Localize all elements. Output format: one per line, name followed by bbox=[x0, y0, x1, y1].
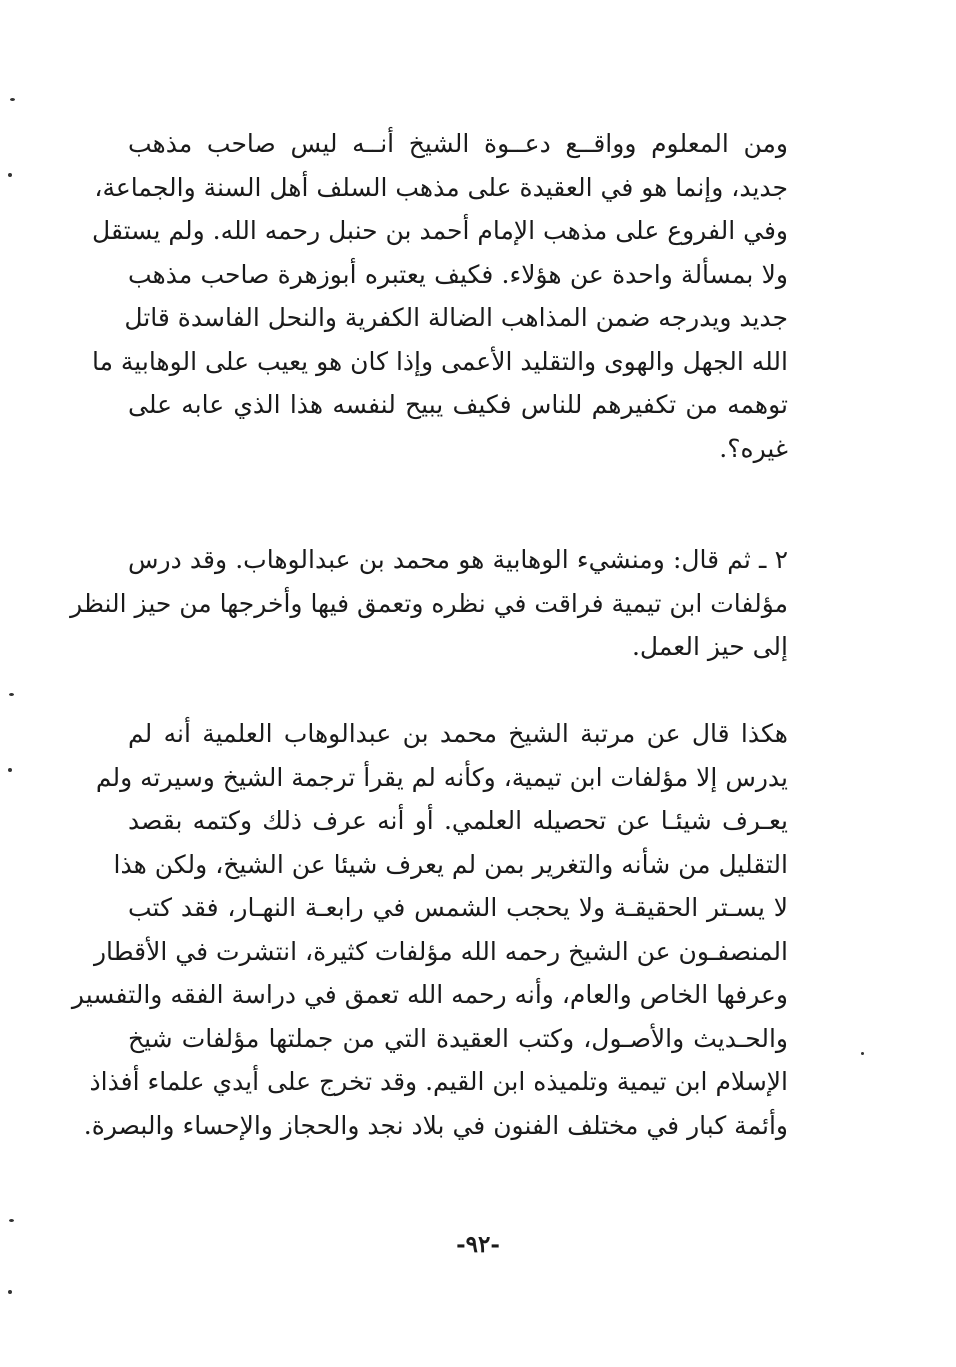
text-line: وعرفها الخاص والعام، وأنه رحمه الله تعمق في دراسة الفقه والتفسير bbox=[71, 980, 788, 1009]
text-line: والحـديث والأصـول، وكتب العقيدة التي من جملتها مؤلفات شيخ bbox=[128, 1023, 788, 1053]
text-line: جديد ويدرجه ضمن المذاهب الضالة الكفرية والنحل الفاسدة قاتل bbox=[124, 303, 788, 332]
text-line: إلى حيز العمل. bbox=[631, 632, 788, 661]
paragraph-2 bbox=[70, 538, 788, 669]
text-line: ومن المعلوم وواقــع دعــوة الشيخ أنــه ليس صاحب مذهب bbox=[128, 129, 788, 158]
text-line: غيره؟. bbox=[719, 433, 788, 463]
scan-speck bbox=[8, 173, 12, 177]
text-line: لا يسـتر الحقيقـة ولا يحجب الشمس في رابعـة النهـار، فقد كتب bbox=[128, 893, 788, 922]
scan-speck bbox=[10, 98, 15, 101]
paragraph-3 bbox=[71, 712, 788, 1147]
text-line: مؤلفات ابن تيمية فراقت في نظره وتعمق فيها وأخرجها من حيز النظر bbox=[70, 588, 788, 618]
text-line: يدرس إلا مؤلفات ابن تيمية، وكأنه لم يقرأ ترجمة الشيخ وسيرته ولم bbox=[95, 762, 788, 792]
text-line: الإسلام ابن تيمية وتلميذه ابن القيم. وقد تخرج على أيدي علماء أفذاذ bbox=[89, 1067, 788, 1096]
text-line: توهمه من تكفيرهم للناس فكيف يبيح لنفسه هذا الذي عابه على bbox=[128, 390, 788, 419]
scan-speck bbox=[8, 1290, 12, 1294]
scan-speck bbox=[9, 693, 14, 696]
text-line: المنصفـون عن الشيخ رحمه الله مؤلفات كثيرة، انتشرت في الأقطار bbox=[93, 936, 788, 966]
text-line: يعـرف شيئـا عن تحصيله العلمي. أو أنه عرف ذلك وكتمه بقصد bbox=[128, 806, 788, 835]
text-line: هكذا قال عن مرتبة الشيخ محمد بن عبدالوهاب العلمية أنه لم bbox=[128, 719, 788, 748]
scan-speck bbox=[9, 1219, 14, 1222]
text-line: ولا بمسألة واحدة عن هؤلاء. فكيف يعتبره أبوزهرة صاحب مذهب bbox=[128, 259, 788, 289]
scan-speck bbox=[861, 1052, 864, 1055]
text-line: وفي الفروع على مذهب الإمام أحمد بن حنبل رحمه الله. ولم يستقل bbox=[92, 216, 788, 245]
text-line: جديد، وإنما هو في العقيدة على مذهب السلف أهل السنة والجماعة، bbox=[94, 172, 788, 202]
text-line: الله الجهل والهوى والتقليد الأعمى وإذا كان هو يعيب على الوهابية ما bbox=[91, 346, 788, 376]
scan-speck bbox=[8, 768, 12, 772]
text-line: التقليل من شأنه والتغرير بمن لم يعرف شيئا عن الشيخ، ولكن هذا bbox=[113, 849, 788, 879]
page-number: -٩٢- bbox=[456, 1231, 500, 1258]
paragraph-1 bbox=[91, 122, 788, 470]
text-line: وأئمة كبار في مختلف الفنون في بلاد نجد والحجاز والإحساء والبصرة. bbox=[83, 1110, 788, 1140]
text-line: ٢ ـ ثم قال: ومنشيء الوهابية هو محمد بن عبدالوهاب. وقد درس bbox=[128, 545, 788, 574]
